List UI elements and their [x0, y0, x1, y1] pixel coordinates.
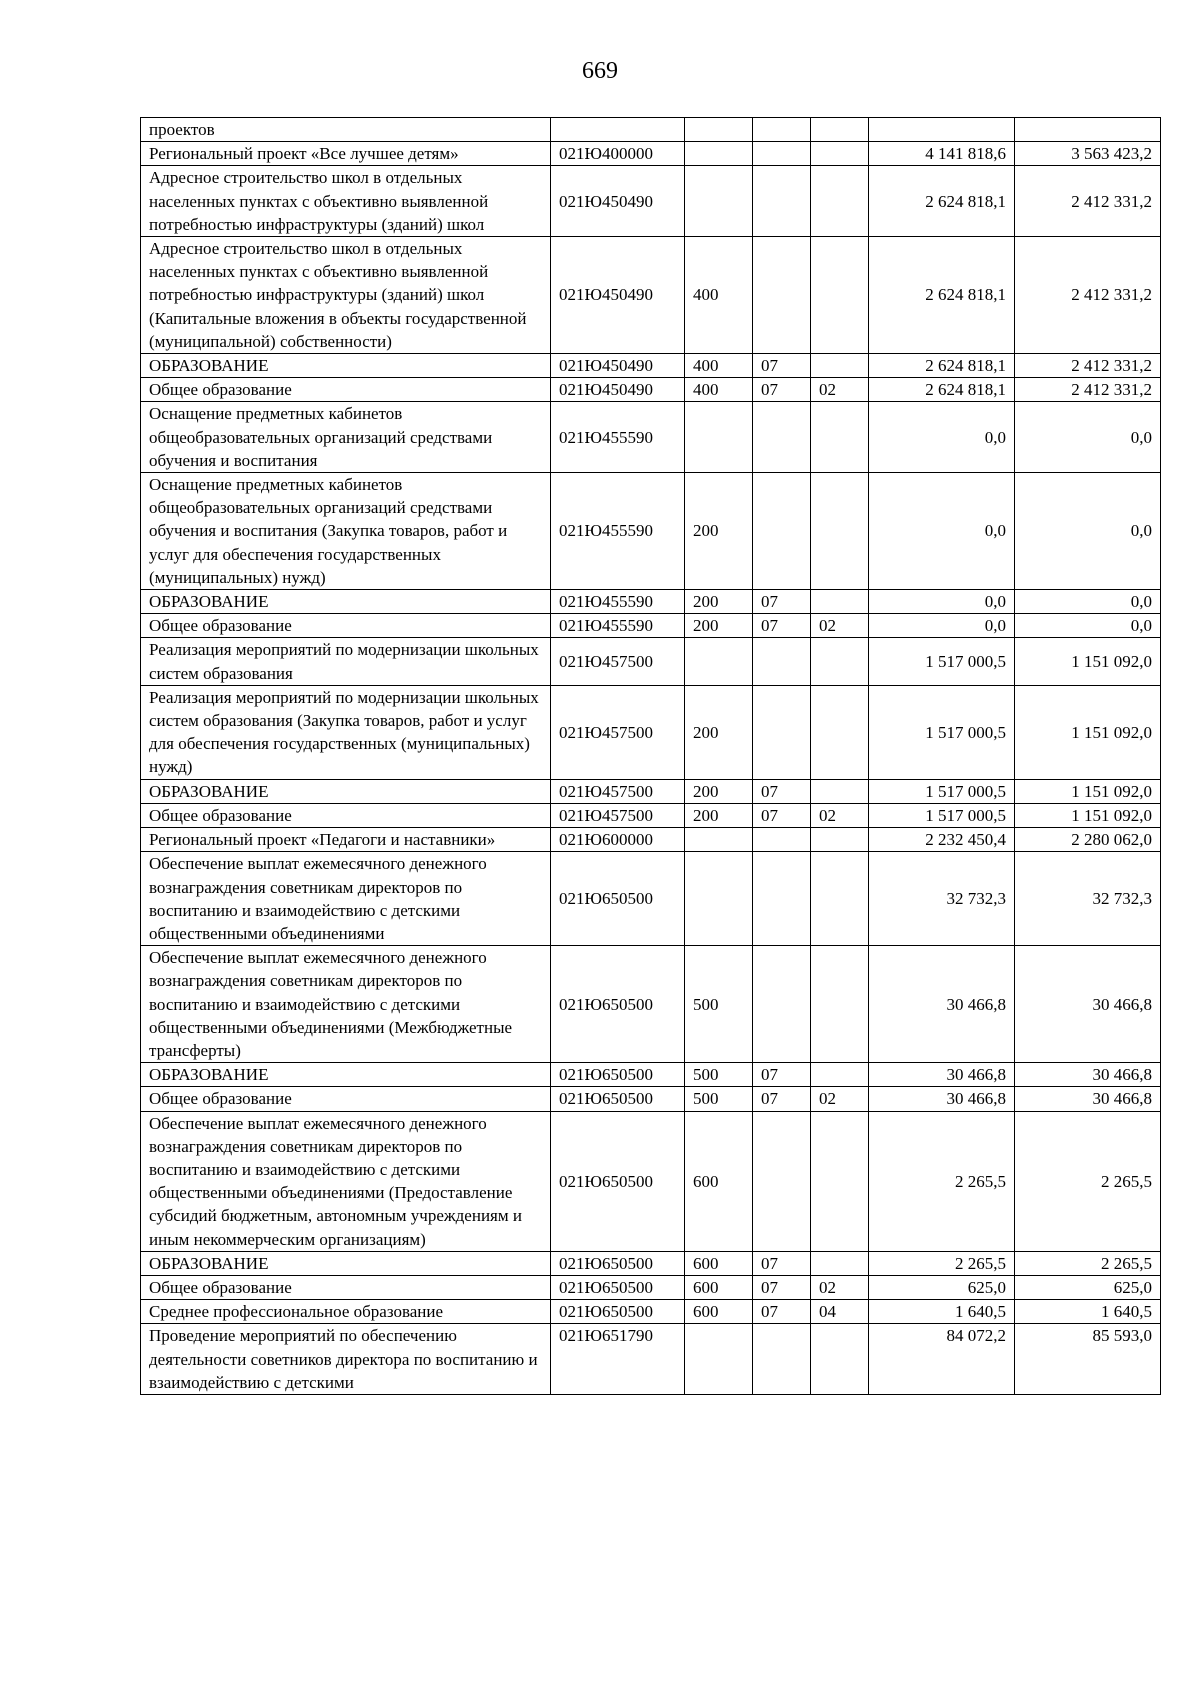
subsection-code — [811, 142, 869, 166]
subsection-code: 02 — [811, 378, 869, 402]
target-code: 021Ю450490 — [551, 237, 685, 354]
target-code: 021Ю650500 — [551, 1063, 685, 1087]
amount-1: 0,0 — [869, 590, 1015, 614]
expense-type: 200 — [685, 685, 753, 779]
table-row — [141, 1324, 1161, 1395]
subsection-code — [811, 473, 869, 590]
section-code — [753, 142, 811, 166]
amount-1: 30 466,8 — [869, 1087, 1015, 1111]
subsection-code: 02 — [811, 1275, 869, 1299]
expense-type: 500 — [685, 946, 753, 1063]
section-code: 07 — [753, 1300, 811, 1324]
amount-2: 30 466,8 — [1015, 1087, 1161, 1111]
target-code — [551, 118, 685, 142]
item-name: Реализация мероприятий по модернизации школьных систем образования — [141, 638, 551, 685]
subsection-code — [811, 946, 869, 1063]
amount-2: 2 265,5 — [1015, 1251, 1161, 1275]
table-row — [141, 828, 1161, 852]
item-name: Адресное строительство школ в отдельных населенных пунктах с объективно выявленной потребностью инфраструктуры (зданий) школ (Капитальные вложения в объекты государственной (муниципальной) собственности) — [141, 237, 551, 354]
expense-type — [685, 828, 753, 852]
section-code: 07 — [753, 378, 811, 402]
subsection-code — [811, 1111, 869, 1251]
section-code: 07 — [753, 354, 811, 378]
table-row — [141, 354, 1161, 378]
target-code: 021Ю455590 — [551, 614, 685, 638]
section-code — [753, 118, 811, 142]
amount-2: 0,0 — [1015, 473, 1161, 590]
target-code: 021Ю455590 — [551, 402, 685, 473]
expense-type: 400 — [685, 354, 753, 378]
item-name: ОБРАЗОВАНИЕ — [141, 1251, 551, 1275]
expense-type — [685, 402, 753, 473]
amount-1: 30 466,8 — [869, 1063, 1015, 1087]
expense-type: 200 — [685, 614, 753, 638]
expense-type: 200 — [685, 803, 753, 827]
amount-2: 0,0 — [1015, 590, 1161, 614]
expense-type: 600 — [685, 1251, 753, 1275]
amount-2: 1 151 092,0 — [1015, 638, 1161, 685]
target-code: 021Ю450490 — [551, 166, 685, 237]
amount-2: 3 563 423,2 — [1015, 142, 1161, 166]
item-name: Обеспечение выплат ежемесячного денежного вознаграждения советникам директоров по воспитанию и взаимодействию с детскими общественными объединениями (Межбюджетные трансферты) — [141, 946, 551, 1063]
expense-type — [685, 166, 753, 237]
target-code: 021Ю400000 — [551, 142, 685, 166]
amount-1: 0,0 — [869, 473, 1015, 590]
table-row — [141, 142, 1161, 166]
target-code: 021Ю650500 — [551, 1111, 685, 1251]
amount-1: 625,0 — [869, 1275, 1015, 1299]
expense-type: 200 — [685, 590, 753, 614]
table-row — [141, 803, 1161, 827]
table-row — [141, 590, 1161, 614]
table-row — [141, 473, 1161, 590]
table-row — [141, 685, 1161, 779]
target-code: 021Ю457500 — [551, 779, 685, 803]
item-name: ОБРАЗОВАНИЕ — [141, 779, 551, 803]
subsection-code: 04 — [811, 1300, 869, 1324]
table-row — [141, 779, 1161, 803]
amount-1: 1 517 000,5 — [869, 779, 1015, 803]
section-code — [753, 638, 811, 685]
amount-1: 0,0 — [869, 614, 1015, 638]
target-code: 021Ю650500 — [551, 946, 685, 1063]
subsection-code — [811, 828, 869, 852]
amount-1: 2 232 450,4 — [869, 828, 1015, 852]
section-code — [753, 166, 811, 237]
section-code — [753, 402, 811, 473]
table-row — [141, 1111, 1161, 1251]
amount-1: 2 624 818,1 — [869, 378, 1015, 402]
table-row — [141, 1300, 1161, 1324]
amount-2: 0,0 — [1015, 614, 1161, 638]
section-code — [753, 1111, 811, 1251]
subsection-code — [811, 354, 869, 378]
target-code: 021Ю455590 — [551, 473, 685, 590]
expense-type: 400 — [685, 237, 753, 354]
table-row — [141, 1251, 1161, 1275]
amount-2: 30 466,8 — [1015, 1063, 1161, 1087]
amount-1: 2 624 818,1 — [869, 354, 1015, 378]
amount-1: 2 265,5 — [869, 1251, 1015, 1275]
budget-table — [140, 117, 1161, 1395]
expense-type — [685, 118, 753, 142]
table-row — [141, 1087, 1161, 1111]
table-row — [141, 946, 1161, 1063]
target-code: 021Ю457500 — [551, 685, 685, 779]
target-code: 021Ю651790 — [551, 1324, 685, 1395]
section-code — [753, 237, 811, 354]
expense-type — [685, 142, 753, 166]
expense-type: 600 — [685, 1111, 753, 1251]
subsection-code — [811, 118, 869, 142]
item-name: ОБРАЗОВАНИЕ — [141, 590, 551, 614]
item-name: Проведение мероприятий по обеспечению деятельности советников директора по воспитанию и взаимодействию с детскими — [141, 1324, 551, 1395]
section-code: 07 — [753, 1087, 811, 1111]
amount-1: 4 141 818,6 — [869, 142, 1015, 166]
subsection-code: 02 — [811, 614, 869, 638]
subsection-code — [811, 1251, 869, 1275]
table-row — [141, 614, 1161, 638]
target-code: 021Ю450490 — [551, 378, 685, 402]
page-number: 669 — [582, 58, 618, 84]
subsection-code — [811, 166, 869, 237]
target-code: 021Ю457500 — [551, 803, 685, 827]
amount-1: 1 640,5 — [869, 1300, 1015, 1324]
section-code: 07 — [753, 614, 811, 638]
expense-type: 200 — [685, 779, 753, 803]
item-name: Общее образование — [141, 1087, 551, 1111]
expense-type: 500 — [685, 1087, 753, 1111]
amount-2: 2 280 062,0 — [1015, 828, 1161, 852]
item-name: Региональный проект «Педагоги и наставники» — [141, 828, 551, 852]
subsection-code — [811, 1063, 869, 1087]
section-code — [753, 1324, 811, 1395]
expense-type — [685, 1324, 753, 1395]
amount-2: 1 151 092,0 — [1015, 779, 1161, 803]
table-row — [141, 378, 1161, 402]
target-code: 021Ю455590 — [551, 590, 685, 614]
amount-1: 1 517 000,5 — [869, 803, 1015, 827]
amount-1: 2 624 818,1 — [869, 166, 1015, 237]
item-name: проектов — [141, 118, 551, 142]
target-code: 021Ю450490 — [551, 354, 685, 378]
amount-1: 30 466,8 — [869, 946, 1015, 1063]
amount-1: 1 517 000,5 — [869, 638, 1015, 685]
expense-type: 600 — [685, 1275, 753, 1299]
section-code: 07 — [753, 1275, 811, 1299]
item-name: Реализация мероприятий по модернизации школьных систем образования (Закупка товаров, работ и услуг для обеспечения государственных (муниципальных) нужд) — [141, 685, 551, 779]
target-code: 021Ю650500 — [551, 1300, 685, 1324]
target-code: 021Ю650500 — [551, 1251, 685, 1275]
item-name: Общее образование — [141, 614, 551, 638]
amount-1: 2 265,5 — [869, 1111, 1015, 1251]
table-row — [141, 118, 1161, 142]
expense-type — [685, 852, 753, 946]
target-code: 021Ю650500 — [551, 1275, 685, 1299]
amount-2: 2 265,5 — [1015, 1111, 1161, 1251]
amount-2: 2 412 331,2 — [1015, 237, 1161, 354]
amount-2: 30 466,8 — [1015, 946, 1161, 1063]
expense-type — [685, 638, 753, 685]
target-code: 021Ю650500 — [551, 852, 685, 946]
amount-1: 2 624 818,1 — [869, 237, 1015, 354]
table-row — [141, 852, 1161, 946]
amount-2: 2 412 331,2 — [1015, 378, 1161, 402]
subsection-code — [811, 852, 869, 946]
item-name: Оснащение предметных кабинетов общеобразовательных организаций средствами обучения и воспитания — [141, 402, 551, 473]
subsection-code: 02 — [811, 1087, 869, 1111]
subsection-code — [811, 402, 869, 473]
amount-2: 1 151 092,0 — [1015, 685, 1161, 779]
item-name: Адресное строительство школ в отдельных населенных пунктах с объективно выявленной потребностью инфраструктуры (зданий) школ — [141, 166, 551, 237]
amount-1: 32 732,3 — [869, 852, 1015, 946]
expense-type: 600 — [685, 1300, 753, 1324]
subsection-code — [811, 237, 869, 354]
section-code — [753, 828, 811, 852]
table-row — [141, 638, 1161, 685]
target-code: 021Ю650500 — [551, 1087, 685, 1111]
amount-2: 625,0 — [1015, 1275, 1161, 1299]
section-code: 07 — [753, 779, 811, 803]
section-code — [753, 946, 811, 1063]
section-code: 07 — [753, 803, 811, 827]
amount-2: 2 412 331,2 — [1015, 166, 1161, 237]
amount-1 — [869, 118, 1015, 142]
subsection-code — [811, 685, 869, 779]
subsection-code — [811, 638, 869, 685]
expense-type: 200 — [685, 473, 753, 590]
table-row — [141, 402, 1161, 473]
item-name: Среднее профессиональное образование — [141, 1300, 551, 1324]
amount-1: 1 517 000,5 — [869, 685, 1015, 779]
section-code — [753, 852, 811, 946]
amount-1: 84 072,2 — [869, 1324, 1015, 1395]
amount-2: 1 151 092,0 — [1015, 803, 1161, 827]
target-code: 021Ю600000 — [551, 828, 685, 852]
section-code — [753, 473, 811, 590]
amount-2 — [1015, 118, 1161, 142]
section-code: 07 — [753, 590, 811, 614]
amount-2: 32 732,3 — [1015, 852, 1161, 946]
subsection-code — [811, 779, 869, 803]
section-code: 07 — [753, 1251, 811, 1275]
subsection-code: 02 — [811, 803, 869, 827]
item-name: Региональный проект «Все лучшее детям» — [141, 142, 551, 166]
item-name: ОБРАЗОВАНИЕ — [141, 1063, 551, 1087]
expense-type: 500 — [685, 1063, 753, 1087]
amount-2: 0,0 — [1015, 402, 1161, 473]
expense-type: 400 — [685, 378, 753, 402]
item-name: Общее образование — [141, 803, 551, 827]
amount-2: 2 412 331,2 — [1015, 354, 1161, 378]
section-code — [753, 685, 811, 779]
item-name: Оснащение предметных кабинетов общеобразовательных организаций средствами обучения и воспитания (Закупка товаров, работ и услуг для обеспечения государственных (муниципальных) нужд) — [141, 473, 551, 590]
amount-2: 1 640,5 — [1015, 1300, 1161, 1324]
table-row — [141, 237, 1161, 354]
item-name: Общее образование — [141, 378, 551, 402]
table-row — [141, 1275, 1161, 1299]
item-name: ОБРАЗОВАНИЕ — [141, 354, 551, 378]
amount-1: 0,0 — [869, 402, 1015, 473]
subsection-code — [811, 590, 869, 614]
target-code: 021Ю457500 — [551, 638, 685, 685]
table-row — [141, 1063, 1161, 1087]
section-code: 07 — [753, 1063, 811, 1087]
item-name: Обеспечение выплат ежемесячного денежного вознаграждения советникам директоров по воспитанию и взаимодействию с детскими общественными объединениями — [141, 852, 551, 946]
item-name: Общее образование — [141, 1275, 551, 1299]
table-row — [141, 166, 1161, 237]
amount-2: 85 593,0 — [1015, 1324, 1161, 1395]
item-name: Обеспечение выплат ежемесячного денежного вознаграждения советникам директоров по воспитанию и взаимодействию с детскими общественными объединениями (Предоставление субсидий бюджетным, автономным учреждениям и иным некоммерческим организациям) — [141, 1111, 551, 1251]
subsection-code — [811, 1324, 869, 1395]
